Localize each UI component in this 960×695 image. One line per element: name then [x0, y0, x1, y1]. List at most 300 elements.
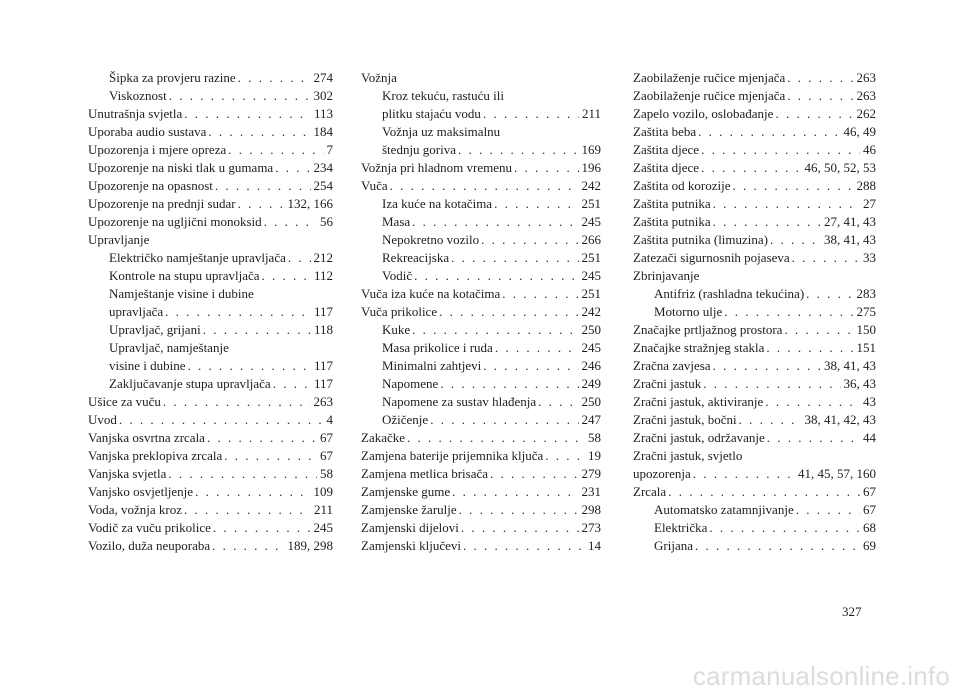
- index-entry-term: Vožnja: [361, 70, 397, 85]
- index-entry-page: 263: [313, 394, 333, 409]
- leader-dots: [163, 393, 311, 411]
- leader-dots: [273, 375, 311, 393]
- index-entry-page: 33: [863, 250, 876, 265]
- leader-dots: [407, 429, 585, 447]
- leader-dots: [458, 141, 578, 159]
- leader-dots: [495, 339, 579, 357]
- index-entry-page: 68: [863, 520, 876, 535]
- index-entry: [88, 141, 333, 159]
- index-entry-page: 263: [856, 88, 876, 103]
- leader-dots: [459, 501, 579, 519]
- index-entry-term: Zamjena baterije prijemnika ključa: [361, 448, 544, 463]
- index-entry-page: 14: [588, 538, 601, 553]
- index-entry-term: Zračni jastuk, održavanje: [633, 430, 765, 445]
- index-entry-page: 251: [581, 250, 601, 265]
- leader-dots: [693, 465, 795, 483]
- index-entry: [88, 501, 333, 519]
- index-entry-term: Upozorenje na opasnost: [88, 178, 213, 193]
- index-entry: [88, 411, 333, 429]
- index-entry-page: 249: [581, 376, 601, 391]
- index-entry-term: Ušice za vuču: [88, 394, 161, 409]
- leader-dots: [770, 231, 821, 249]
- index-entry-term: Zaobilaženje ručice mjenjača: [633, 88, 786, 103]
- index-entry-term: štednju goriva: [382, 142, 457, 157]
- index-entry-term: Zaštita od korozije: [633, 178, 731, 193]
- index-entry-term: Masa: [382, 214, 411, 229]
- index-entry-page: 247: [581, 412, 601, 427]
- index-entry-term: Upravljač, namještanje: [109, 340, 229, 355]
- leader-dots: [119, 411, 324, 429]
- leader-dots: [215, 177, 311, 195]
- index-entry-term: Motorno ulje: [654, 304, 723, 319]
- index-entry-page: 251: [581, 196, 601, 211]
- index-entry-term: Viskoznost: [109, 88, 167, 103]
- index-entry: [361, 123, 601, 141]
- index-entry-term: Zaštita putnika: [633, 214, 711, 229]
- index-entry: [361, 105, 601, 123]
- index-entry: [361, 213, 601, 231]
- index-entry-term: Zaštita djece: [633, 142, 700, 157]
- leader-dots: [514, 159, 578, 177]
- leader-dots: [188, 357, 311, 375]
- index-entry: [88, 213, 333, 231]
- index-entry-page: 4: [326, 412, 333, 427]
- leader-dots: [483, 105, 579, 123]
- index-entry-page: 211: [581, 106, 601, 121]
- index-entry: [633, 411, 876, 429]
- index-entry: [633, 267, 876, 285]
- index-entry-page: 184: [313, 124, 333, 139]
- index-entry: [361, 429, 601, 447]
- index-entry: [633, 87, 876, 105]
- index-entry: [361, 231, 601, 249]
- index-entry: [633, 339, 876, 357]
- index-entry-page: 27: [863, 196, 876, 211]
- index-entry-term: Zaštita beba: [633, 124, 697, 139]
- index-entry-page: 274: [313, 70, 333, 85]
- index-entry: [361, 177, 601, 195]
- index-entry-page: 150: [856, 322, 876, 337]
- leader-dots: [430, 411, 578, 429]
- leader-dots: [792, 249, 860, 267]
- leader-dots: [184, 105, 311, 123]
- index-entry: [88, 375, 333, 393]
- leader-dots: [806, 285, 853, 303]
- index-entry-term: Vozilo, duža neuporaba: [88, 538, 211, 553]
- index-entry: [88, 339, 333, 357]
- index-entry-page: 302: [313, 88, 333, 103]
- index-entry: [88, 195, 333, 213]
- index-entry: [361, 321, 601, 339]
- leader-dots: [698, 123, 840, 141]
- index-entry-term: Vuča iza kuće na kotačima: [361, 286, 501, 301]
- index-entry-term: Vanjska preklopiva zrcala: [88, 448, 223, 463]
- index-entry-term: Zamjenske gume: [361, 484, 451, 499]
- index-entry-page: 242: [581, 178, 601, 193]
- leader-dots: [701, 141, 860, 159]
- index-entry-page: 117: [313, 358, 333, 373]
- index-entry-page: 58: [588, 430, 601, 445]
- index-entry: [633, 393, 876, 411]
- index-entry-term: Vuča: [361, 178, 388, 193]
- index-entry-term: Zračna zavjesa: [633, 358, 711, 373]
- index-entry-page: 67: [320, 448, 333, 463]
- index-entry-term: Upozorenja i mjere opreza: [88, 142, 227, 157]
- index-entry-term: Kuke: [382, 322, 411, 337]
- index-entry-page: 46, 49: [843, 124, 876, 139]
- index-entry: [633, 537, 876, 555]
- index-entry: [361, 501, 601, 519]
- index-entry: [88, 285, 333, 303]
- index-entry-page: 196: [581, 160, 601, 175]
- index-entry: [88, 303, 333, 321]
- index-entry-page: 132, 166: [287, 196, 333, 211]
- leader-dots: [264, 213, 317, 231]
- leader-dots: [224, 447, 317, 465]
- index-entry: [88, 519, 333, 537]
- leader-dots: [452, 483, 578, 501]
- leader-dots: [213, 519, 311, 537]
- index-entry-page: 288: [856, 178, 876, 193]
- index-entry-term: Zapelo vozilo, oslobađanje: [633, 106, 774, 121]
- index-column-1: [88, 69, 333, 555]
- index-entry: [633, 465, 876, 483]
- index-entry-term: Ožičenje: [382, 412, 429, 427]
- index-entry: [633, 519, 876, 537]
- index-entry-term: Zatezači sigurnosnih pojaseva: [633, 250, 790, 265]
- index-entry-page: 56: [320, 214, 333, 229]
- index-entry-term: visine i dubine: [109, 358, 186, 373]
- index-entry: [633, 69, 876, 87]
- index-entry-term: Električko namještanje upravljača: [109, 250, 286, 265]
- index-entry-term: Nepokretno vozilo: [382, 232, 480, 247]
- leader-dots: [538, 393, 578, 411]
- index-entry-term: plitku stajaću vodu: [382, 106, 481, 121]
- index-entry-term: Zračni jastuk: [633, 376, 702, 391]
- index-entry: [361, 483, 601, 501]
- leader-dots: [390, 177, 579, 195]
- index-entry: [633, 285, 876, 303]
- leader-dots: [713, 357, 821, 375]
- index-entry: [633, 249, 876, 267]
- leader-dots: [184, 501, 311, 519]
- index-entry-page: 266: [581, 232, 601, 247]
- index-entry: [88, 159, 333, 177]
- leader-dots: [463, 537, 585, 555]
- index-entry-term: Upozorenje na prednji sudar: [88, 196, 236, 211]
- index-entry-page: 58: [320, 466, 333, 481]
- index-entry-page: 169: [581, 142, 601, 157]
- index-entry-term: Zračni jastuk, svjetlo: [633, 448, 743, 463]
- index-entry-term: Značajke prtljažnog prostora: [633, 322, 783, 337]
- index-entry-page: 67: [863, 502, 876, 517]
- leader-dots: [775, 105, 853, 123]
- index-entry-page: 112: [313, 268, 333, 283]
- index-entry-page: 273: [581, 520, 601, 535]
- index-entry: [88, 429, 333, 447]
- index-entry: [633, 357, 876, 375]
- index-entry: [361, 285, 601, 303]
- index-entry-page: 211: [313, 502, 333, 517]
- index-entry-page: 279: [581, 466, 601, 481]
- leader-dots: [439, 303, 578, 321]
- index-entry: [88, 537, 333, 555]
- index-entry-term: Vanjska osvrtna zrcala: [88, 430, 205, 445]
- index-entry: [88, 447, 333, 465]
- index-entry-page: 245: [581, 214, 601, 229]
- index-entry-page: 254: [313, 178, 333, 193]
- index-entry: [633, 375, 876, 393]
- index-entry: [361, 447, 601, 465]
- leader-dots: [238, 195, 285, 213]
- index-entry: [633, 123, 876, 141]
- index-entry-page: 38, 41, 43: [824, 358, 876, 373]
- leader-dots: [724, 303, 853, 321]
- index-entry-page: 109: [313, 484, 333, 499]
- index-entry: [633, 213, 876, 231]
- index-entry-page: 117: [313, 304, 333, 319]
- leader-dots: [732, 177, 853, 195]
- index-entry-page: 113: [313, 106, 333, 121]
- index-entry-page: 38, 41, 43: [824, 232, 876, 247]
- index-entry: [88, 465, 333, 483]
- index-entry: [633, 177, 876, 195]
- index-entry: [361, 69, 601, 87]
- index-entry-page: 283: [856, 286, 876, 301]
- index-entry-term: Zaključavanje stupa upravljača: [109, 376, 271, 391]
- leader-dots: [412, 213, 578, 231]
- index-entry: [633, 429, 876, 447]
- index-entry-page: 151: [856, 340, 876, 355]
- index-entry: [633, 231, 876, 249]
- index-entry: [88, 321, 333, 339]
- index-entry-page: 250: [581, 322, 601, 337]
- index-entry: [361, 411, 601, 429]
- index-entry-page: 67: [320, 430, 333, 445]
- index-entry-term: Voda, vožnja kroz: [88, 502, 182, 517]
- leader-dots: [288, 249, 311, 267]
- index-entry: [361, 357, 601, 375]
- index-entry-page: 250: [581, 394, 601, 409]
- watermark-text: carmanualsonline.info: [692, 661, 950, 691]
- index-entry-term: Vodič za vuču prikolice: [88, 520, 211, 535]
- leader-dots: [668, 483, 860, 501]
- index-entry-term: Namještanje visine i dubine: [109, 286, 254, 301]
- index-entry-page: 46, 50, 52, 53: [804, 160, 876, 175]
- index-entry: [88, 105, 333, 123]
- leader-dots: [784, 321, 853, 339]
- index-entry: [88, 69, 333, 87]
- index-entry: [633, 321, 876, 339]
- leader-dots: [713, 195, 860, 213]
- index-entry-term: Zamjenski dijelovi: [361, 520, 459, 535]
- index-entry: [88, 123, 333, 141]
- leader-dots: [440, 375, 578, 393]
- index-entry-term: Zaobilaženje ručice mjenjača: [633, 70, 786, 85]
- index-column-3: [633, 69, 876, 555]
- leader-dots: [494, 195, 578, 213]
- index-entry-page: 245: [313, 520, 333, 535]
- index-entry-term: Vožnja pri hladnom vremenu: [361, 160, 513, 175]
- index-entry-page: 27, 41, 43: [824, 214, 876, 229]
- index-entry-page: 19: [588, 448, 601, 463]
- leader-dots: [165, 303, 311, 321]
- index-entry-term: Upozorenje na ugljični monoksid: [88, 214, 262, 229]
- leader-dots: [483, 357, 578, 375]
- index-entry: [633, 501, 876, 519]
- index-entry-page: 234: [313, 160, 333, 175]
- index-entry: [88, 87, 333, 105]
- index-entry-page: 118: [313, 322, 333, 337]
- index-entry: [361, 141, 601, 159]
- index-entry: [361, 159, 601, 177]
- page-number: 327: [842, 604, 862, 619]
- index-entry-term: Zračni jastuk, aktiviranje: [633, 394, 764, 409]
- index-entry: [633, 105, 876, 123]
- index-entry-term: Iza kuće na kotačima: [382, 196, 493, 211]
- leader-dots: [207, 429, 317, 447]
- index-entry-term: Upravljač, grijani: [109, 322, 201, 337]
- index-entry-term: Kroz tekuću, rastuću ili: [382, 88, 505, 103]
- index-entry-page: 242: [581, 304, 601, 319]
- index-entry-page: 251: [581, 286, 601, 301]
- index-entry-term: Vanjska svjetla: [88, 466, 167, 481]
- leader-dots: [228, 141, 323, 159]
- leader-dots: [275, 159, 310, 177]
- index-entry: [633, 159, 876, 177]
- index-entry: [361, 393, 601, 411]
- index-entry-term: Uvod: [88, 412, 117, 427]
- index-entry-term: Zaštita djece: [633, 160, 700, 175]
- index-entry-term: Vodič: [382, 268, 413, 283]
- index-entry-term: Zračni jastuk, bočni: [633, 412, 737, 427]
- index-entry: [361, 87, 601, 105]
- leader-dots: [262, 267, 311, 285]
- index-entry: [361, 249, 601, 267]
- index-entry: [361, 195, 601, 213]
- index-entry: [88, 231, 333, 249]
- index-entry-term: Vožnja uz maksimalnu: [382, 124, 501, 139]
- index-entry-page: 36, 43: [843, 376, 876, 391]
- index-entry-term: Zakačke: [361, 430, 406, 445]
- index-entry-term: Zamjenski ključevi: [361, 538, 462, 553]
- leader-dots: [451, 249, 578, 267]
- index-entry-term: Zrcala: [633, 484, 667, 499]
- leader-dots: [767, 429, 860, 447]
- index-entry: [361, 267, 601, 285]
- index-entry: [88, 357, 333, 375]
- index-column-2: [361, 69, 601, 555]
- leader-dots: [796, 501, 860, 519]
- index-entry-term: Električka: [654, 520, 708, 535]
- leader-dots: [703, 375, 840, 393]
- index-entry: [361, 519, 601, 537]
- index-entry-page: 44: [863, 430, 876, 445]
- index-entry-page: 189, 298: [287, 538, 333, 553]
- index-entry-page: 245: [581, 268, 601, 283]
- index-entry: [88, 249, 333, 267]
- index-entry-page: 7: [326, 142, 333, 157]
- index-entry-term: Unutrašnja svjetla: [88, 106, 183, 121]
- leader-dots: [787, 87, 853, 105]
- index-entry-page: 43: [863, 394, 876, 409]
- index-entry: [361, 303, 601, 321]
- index-entry-term: Uporaba audio sustava: [88, 124, 207, 139]
- index-entry-term: Zamjena metlica brisača: [361, 466, 489, 481]
- index-entry-page: 38, 41, 42, 43: [804, 412, 876, 427]
- index-entry-term: Minimalni zahtjevi: [382, 358, 482, 373]
- index-entry-term: Masa prikolice i ruda: [382, 340, 493, 355]
- leader-dots: [545, 447, 585, 465]
- leader-dots: [490, 465, 578, 483]
- leader-dots: [787, 69, 853, 87]
- index-entry-term: Upozorenje na niski tlak u gumama: [88, 160, 274, 175]
- leader-dots: [766, 339, 853, 357]
- leader-dots: [169, 87, 311, 105]
- index-entry-page: 69: [863, 538, 876, 553]
- index-entry: [88, 393, 333, 411]
- leader-dots: [195, 483, 310, 501]
- leader-dots: [502, 285, 578, 303]
- index-entry: [88, 483, 333, 501]
- index-entry: [361, 465, 601, 483]
- leader-dots: [701, 159, 801, 177]
- leader-dots: [208, 123, 310, 141]
- index-entry-term: Zbrinjavanje: [633, 268, 700, 283]
- index-entry-page: 41, 45, 57, 160: [798, 466, 876, 481]
- index-entry-term: Zamjenske žarulje: [361, 502, 457, 517]
- index-entry-page: 298: [581, 502, 601, 517]
- index-entry-page: 262: [856, 106, 876, 121]
- index-entry-term: upravljača: [109, 304, 164, 319]
- leader-dots: [481, 231, 578, 249]
- index-entry-term: Antifriz (rashladna tekućina): [654, 286, 805, 301]
- leader-dots: [412, 321, 578, 339]
- index-entry-term: Napomene za sustav hlađenja: [382, 394, 537, 409]
- index-entry-page: 117: [313, 376, 333, 391]
- index-entry-page: 245: [581, 340, 601, 355]
- index-entry-term: Značajke stražnjeg stakla: [633, 340, 765, 355]
- leader-dots: [709, 519, 860, 537]
- index-entry-term: Vanjsko osvjetljenje: [88, 484, 194, 499]
- index-entry: [88, 267, 333, 285]
- index-entry: [88, 177, 333, 195]
- index-entry: [633, 483, 876, 501]
- index-entry: [361, 339, 601, 357]
- index-entry: [633, 141, 876, 159]
- index-entry-page: 231: [581, 484, 601, 499]
- leader-dots: [461, 519, 579, 537]
- index-entry: [633, 303, 876, 321]
- index-entry-term: Vuča prikolice: [361, 304, 438, 319]
- leader-dots: [713, 213, 821, 231]
- leader-dots: [212, 537, 284, 555]
- index-entry-page: 263: [856, 70, 876, 85]
- leader-dots: [695, 537, 860, 555]
- index-entry-term: Šipka za provjeru razine: [109, 70, 236, 85]
- index-entry-term: Napomene: [382, 376, 439, 391]
- index-entry-term: Rekreacijska: [382, 250, 450, 265]
- index-entry-term: Kontrole na stupu upravljača: [109, 268, 260, 283]
- index-entry-term: Grijana: [654, 538, 693, 553]
- index-entry: [361, 537, 601, 555]
- leader-dots: [238, 69, 311, 87]
- index-entry-page: 275: [856, 304, 876, 319]
- index-entry: [633, 195, 876, 213]
- index-entry-page: 212: [313, 250, 333, 265]
- index-entry: [633, 447, 876, 465]
- index-entry-page: 246: [581, 358, 601, 373]
